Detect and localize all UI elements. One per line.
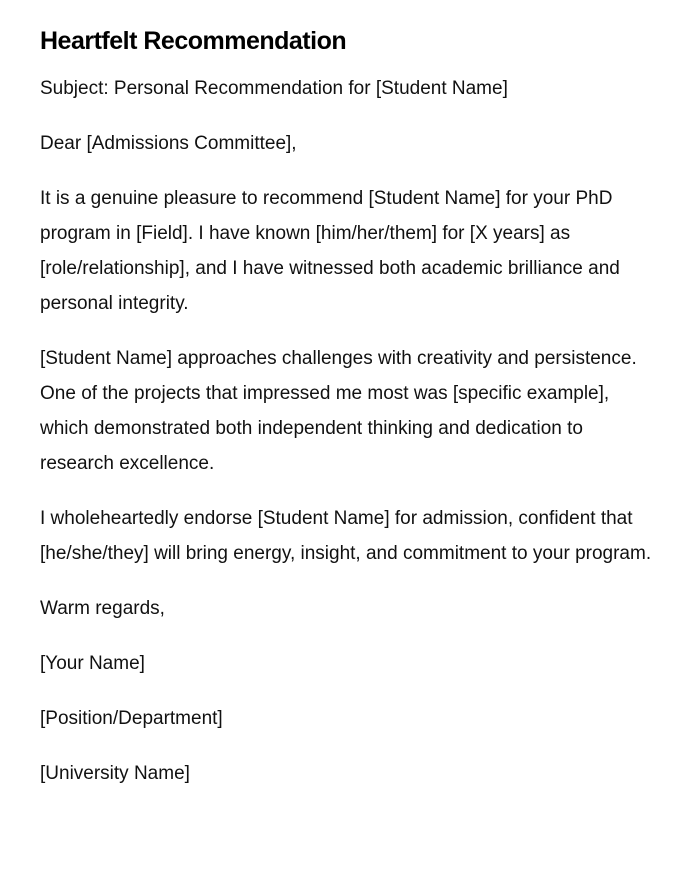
salutation: Dear [Admissions Committee], bbox=[40, 133, 297, 154]
body-paragraph-2: [Student Name] approaches challenges with creativity and persistence. One of the projects that impressed me most was [specific example], which demonstrated both independent thinking and dedication to research excellence. bbox=[40, 348, 637, 474]
signature-name: [Your Name] bbox=[40, 653, 145, 674]
body-paragraph-3: I wholeheartedly endorse [Student Name] for admission, confident that [he/she/they] will bring energy, insight, and commitment to your program. bbox=[40, 508, 652, 564]
document-title: Heartfelt Recommendation bbox=[40, 27, 347, 55]
signature-position: [Position/Department] bbox=[40, 708, 223, 729]
closing: Warm regards, bbox=[40, 598, 165, 619]
subject-line: Subject: Personal Recommendation for [Student Name] bbox=[40, 78, 508, 99]
signature-university: [University Name] bbox=[40, 763, 190, 784]
body-paragraph-1: It is a genuine pleasure to recommend [Student Name] for your PhD program in [Field]. I have known [him/her/them] for [X years] as [role/relationship], and I have witnessed both academic brilliance and personal integrity. bbox=[40, 188, 620, 314]
